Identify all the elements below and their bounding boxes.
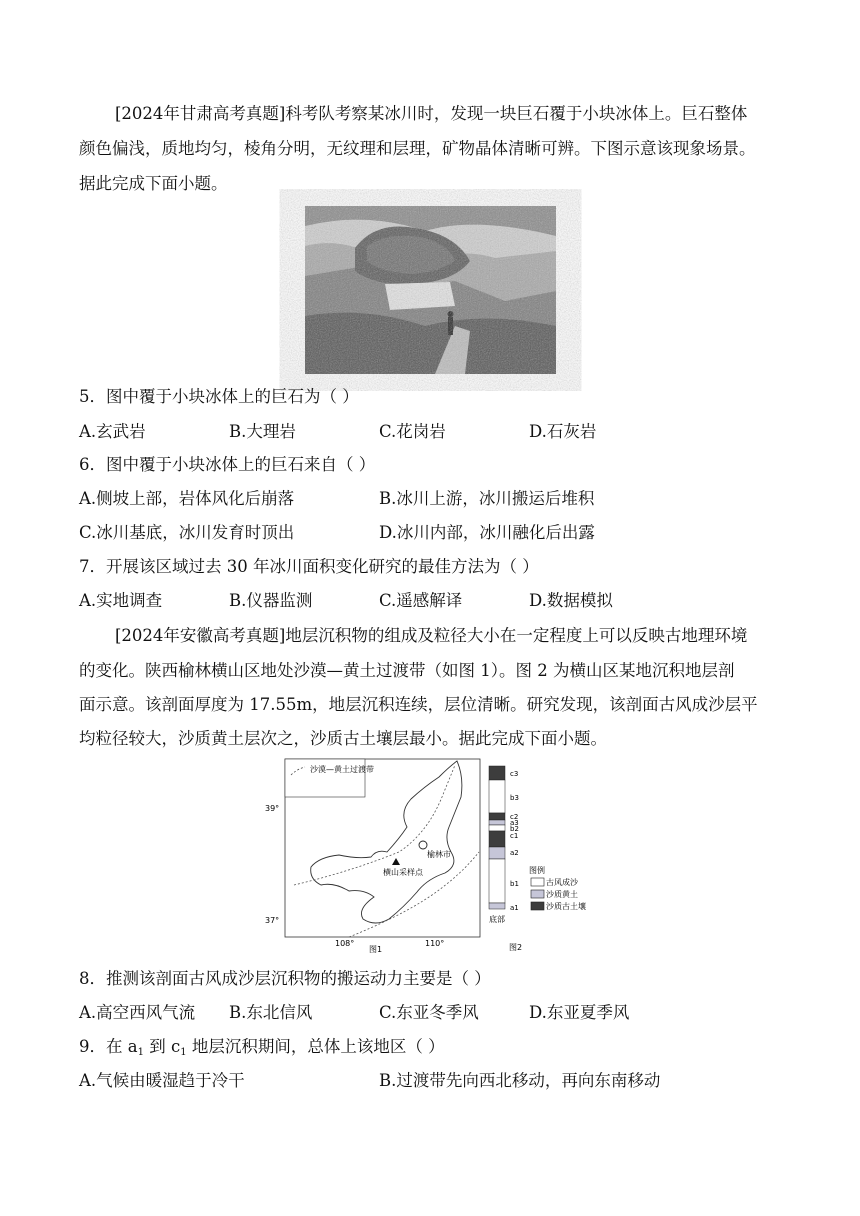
q6-option-c: C.冰川基底，冰川发育时顶出 [79, 523, 295, 542]
q9-option-a: A.气候由暖湿趋于冷干 [79, 1071, 245, 1090]
intro-1-line-1: [2024年甘肃高考真题]科考队考察某冰川时，发现一块巨石覆于小块冰体上。巨石整体 [115, 104, 748, 123]
q9-option-b: B.过渡带先向西北移动，再向东南移动 [379, 1071, 661, 1090]
q7-option-b: B.仪器监测 [229, 591, 313, 610]
map-and-profile-figure [265, 757, 609, 955]
q7-option-d: D.数据模拟 [529, 591, 613, 610]
glacier-boulder-photo [305, 206, 556, 374]
intro-1-line-2: 颜色偏浅，质地均匀，棱角分明，无纹理和层理，矿物晶体清晰可辨。下图示意该现象场景。 [79, 139, 756, 158]
q6-option-a: A.侧坡上部，岩体风化后崩落 [79, 489, 295, 508]
q5-option-c: C.花岗岩 [379, 422, 446, 441]
q8-option-c: C.东亚冬季风 [379, 1003, 479, 1022]
profile-legend-title: 图例 [529, 866, 545, 875]
q9-stem-part: 到 c [143, 1037, 181, 1056]
layer-label: b3 [510, 794, 519, 802]
layer-labels [510, 770, 519, 912]
lat-39-label: 39° [265, 804, 280, 813]
bottom-label: 底部 [489, 915, 505, 924]
q8-option-d: D.东亚夏季风 [529, 1003, 630, 1022]
legend-loess: 沙质黄土 [546, 890, 578, 899]
q6-option-b: B.冰川上游，冰川搬运后堆积 [379, 489, 595, 508]
intro-2-line-4: 均粒径较大，沙质黄土层次之，沙质古土壤层最小。据此完成下面小题。 [79, 729, 607, 748]
legend-sand: 古风成沙 [546, 878, 578, 887]
q9-stem-part: 地层沉积期间，总体上该地区（ ） [186, 1037, 445, 1056]
q7-option-c: C.遥感解译 [379, 591, 463, 610]
intro-2-line-2: 的变化。陕西榆林横山区地处沙漠—黄土过渡带（如图 1）。图 2 为横山区某地沉积地层剖 [79, 661, 735, 680]
q8-option-a: A.高空西风气流 [79, 1003, 196, 1022]
q8-stem: 8．推测该剖面古风成沙层沉积物的搬运动力主要是（ ） [79, 969, 491, 988]
lon-108-label: 108° [335, 939, 355, 948]
intro-1-line-3: 据此完成下面小题。 [79, 174, 228, 193]
q6-stem: 6．图中覆于小块冰体上的巨石来自（ ） [79, 455, 376, 474]
lat-37-label: 37° [265, 916, 280, 925]
layer-label: b2 [510, 825, 519, 833]
lon-110-label: 110° [425, 939, 445, 948]
q6-option-d: D.冰川内部，冰川融化后出露 [379, 523, 595, 542]
fig2-caption: 图2 [509, 943, 523, 952]
layer-label: a2 [510, 849, 519, 857]
q7-option-a: A.实地调查 [79, 591, 163, 610]
layer-label: c3 [510, 770, 519, 778]
q5-option-d: D.石灰岩 [529, 422, 597, 441]
q5-option-a: A.玄武岩 [79, 422, 146, 441]
layer-label: a1 [510, 904, 519, 912]
legend-transition-label: 沙漠—黄土过渡带 [310, 765, 374, 774]
q5-option-b: B.大理岩 [229, 422, 296, 441]
legend-paleosol: 沙质古土壤 [546, 902, 586, 911]
layer-label: a3 [510, 819, 519, 827]
intro-2-line-3: 面示意。该剖面厚度为 17.55m，地层沉积连续，层位清晰。研究发现，该剖面古风成沙层平 [79, 695, 758, 714]
strat-column [489, 766, 505, 909]
q9-subscript: 1 [180, 1047, 187, 1058]
q9-subscript: 1 [137, 1047, 144, 1058]
q8-option-b: B.东北信风 [229, 1003, 313, 1022]
yulin-city-marker [419, 841, 427, 849]
intro-2-line-1: [2024年安徽高考真题]地层沉积物的组成及粒径大小在一定程度上可以反映古地理环境 [115, 626, 748, 645]
q5-stem: 5．图中覆于小块冰体上的巨石为（ ） [79, 387, 359, 406]
site-label: 横山采样点 [383, 868, 423, 877]
city-label: 榆林市 [427, 850, 451, 859]
layer-label: c2 [510, 813, 519, 821]
layer-label: b1 [510, 880, 519, 888]
fig1-caption: 图1 [369, 945, 383, 954]
q9-stem-part: 9．在 a [79, 1037, 138, 1056]
layer-label: c1 [510, 832, 519, 840]
q7-stem: 7．开展该区域过去 30 年冰川面积变化研究的最佳方法为（ ） [79, 557, 539, 576]
q9-stem [79, 1037, 445, 1063]
